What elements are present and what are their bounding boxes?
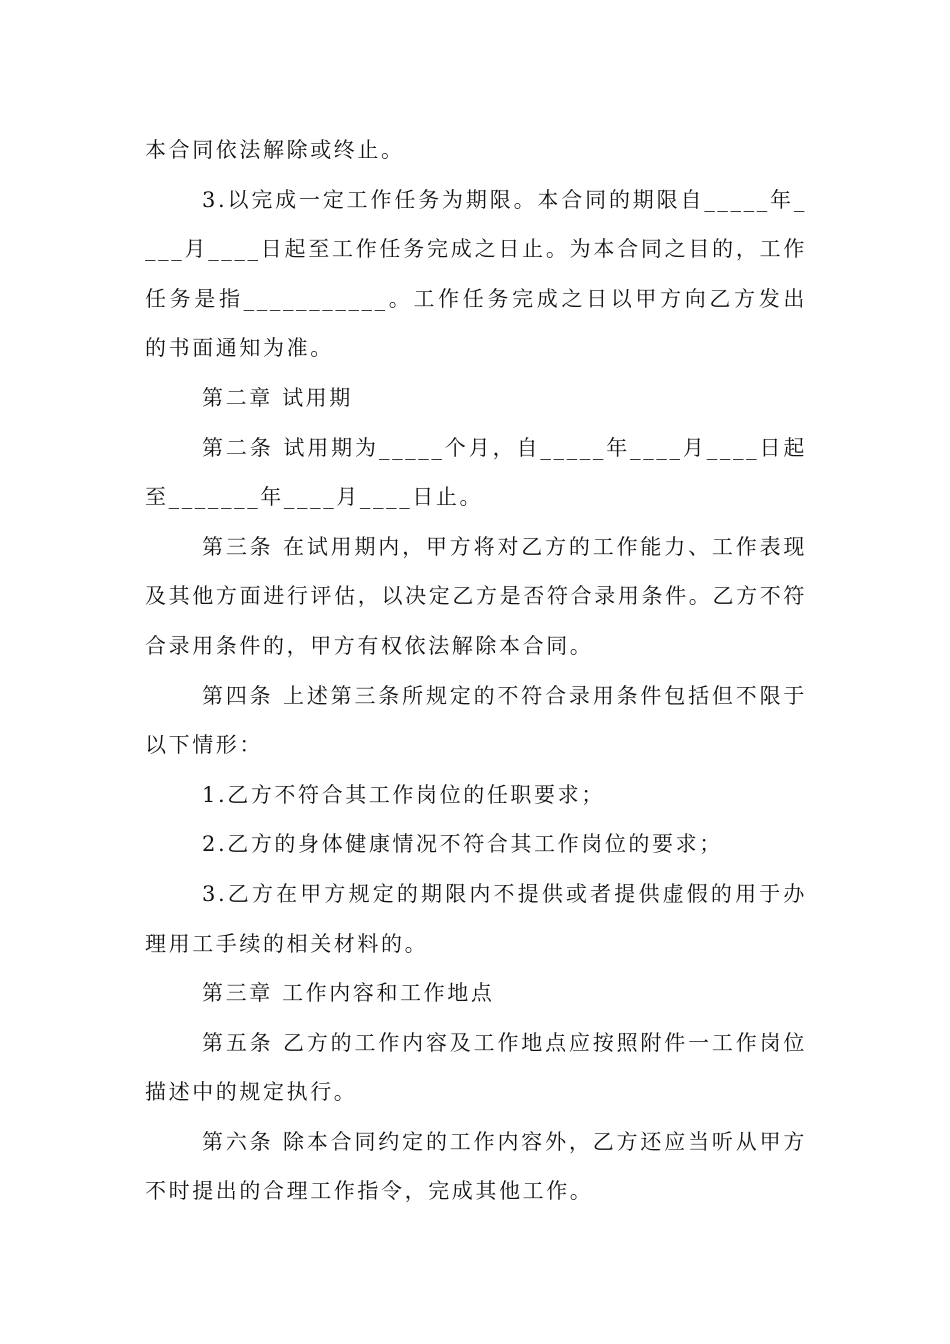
list-item-1: 1.乙方不符合其工作岗位的任职要求；: [202, 782, 605, 807]
paragraph-article-4: 第四条 上述第三条所规定的不符合录用条件包括但不限于以下情形：: [145, 683, 807, 758]
list-item-3: 3.乙方在甲方规定的期限内不提供或者提供虚假的用于办理用工手续的相关材料的。: [145, 881, 807, 956]
chapter-heading-probation: 第二章 试用期: [202, 385, 353, 410]
paragraph-article-6: 第六条 除本合同约定的工作内容外，乙方还应当听从甲方不时提出的合理工作指令，完成其他工作。: [145, 1129, 807, 1204]
list-item-2: 2.乙方的身体健康情况不符合其工作岗位的要求；: [202, 832, 723, 857]
chapter-heading-work-content: 第三章 工作内容和工作地点: [202, 981, 495, 1006]
paragraph-continuation: 本合同依法解除或终止。: [145, 138, 405, 162]
paragraph-article-5: 第五条 乙方的工作内容及工作地点应按照附件一工作岗位描述中的规定执行。: [145, 1030, 807, 1105]
document-body: [145, 126, 807, 1217]
paragraph-term-clause-3: 3.以完成一定工作任务为期限。本合同的期限自_____年____月____日起至工作任务完成之日止。为本合同之目的，工作任务是指___________。工作任务完成之日以甲方向乙方发出的书面通知为准。: [145, 187, 807, 361]
paragraph-article-3: 第三条 在试用期内，甲方将对乙方的工作能力、工作表现及其他方面进行评估，以决定乙方是否符合录用条件。乙方不符合录用条件的，甲方有权依法解除本合同。: [145, 534, 807, 658]
paragraph-article-2: 第二条 试用期为_____个月，自_____年____月____日起至_______年____月____日止。: [145, 435, 807, 510]
